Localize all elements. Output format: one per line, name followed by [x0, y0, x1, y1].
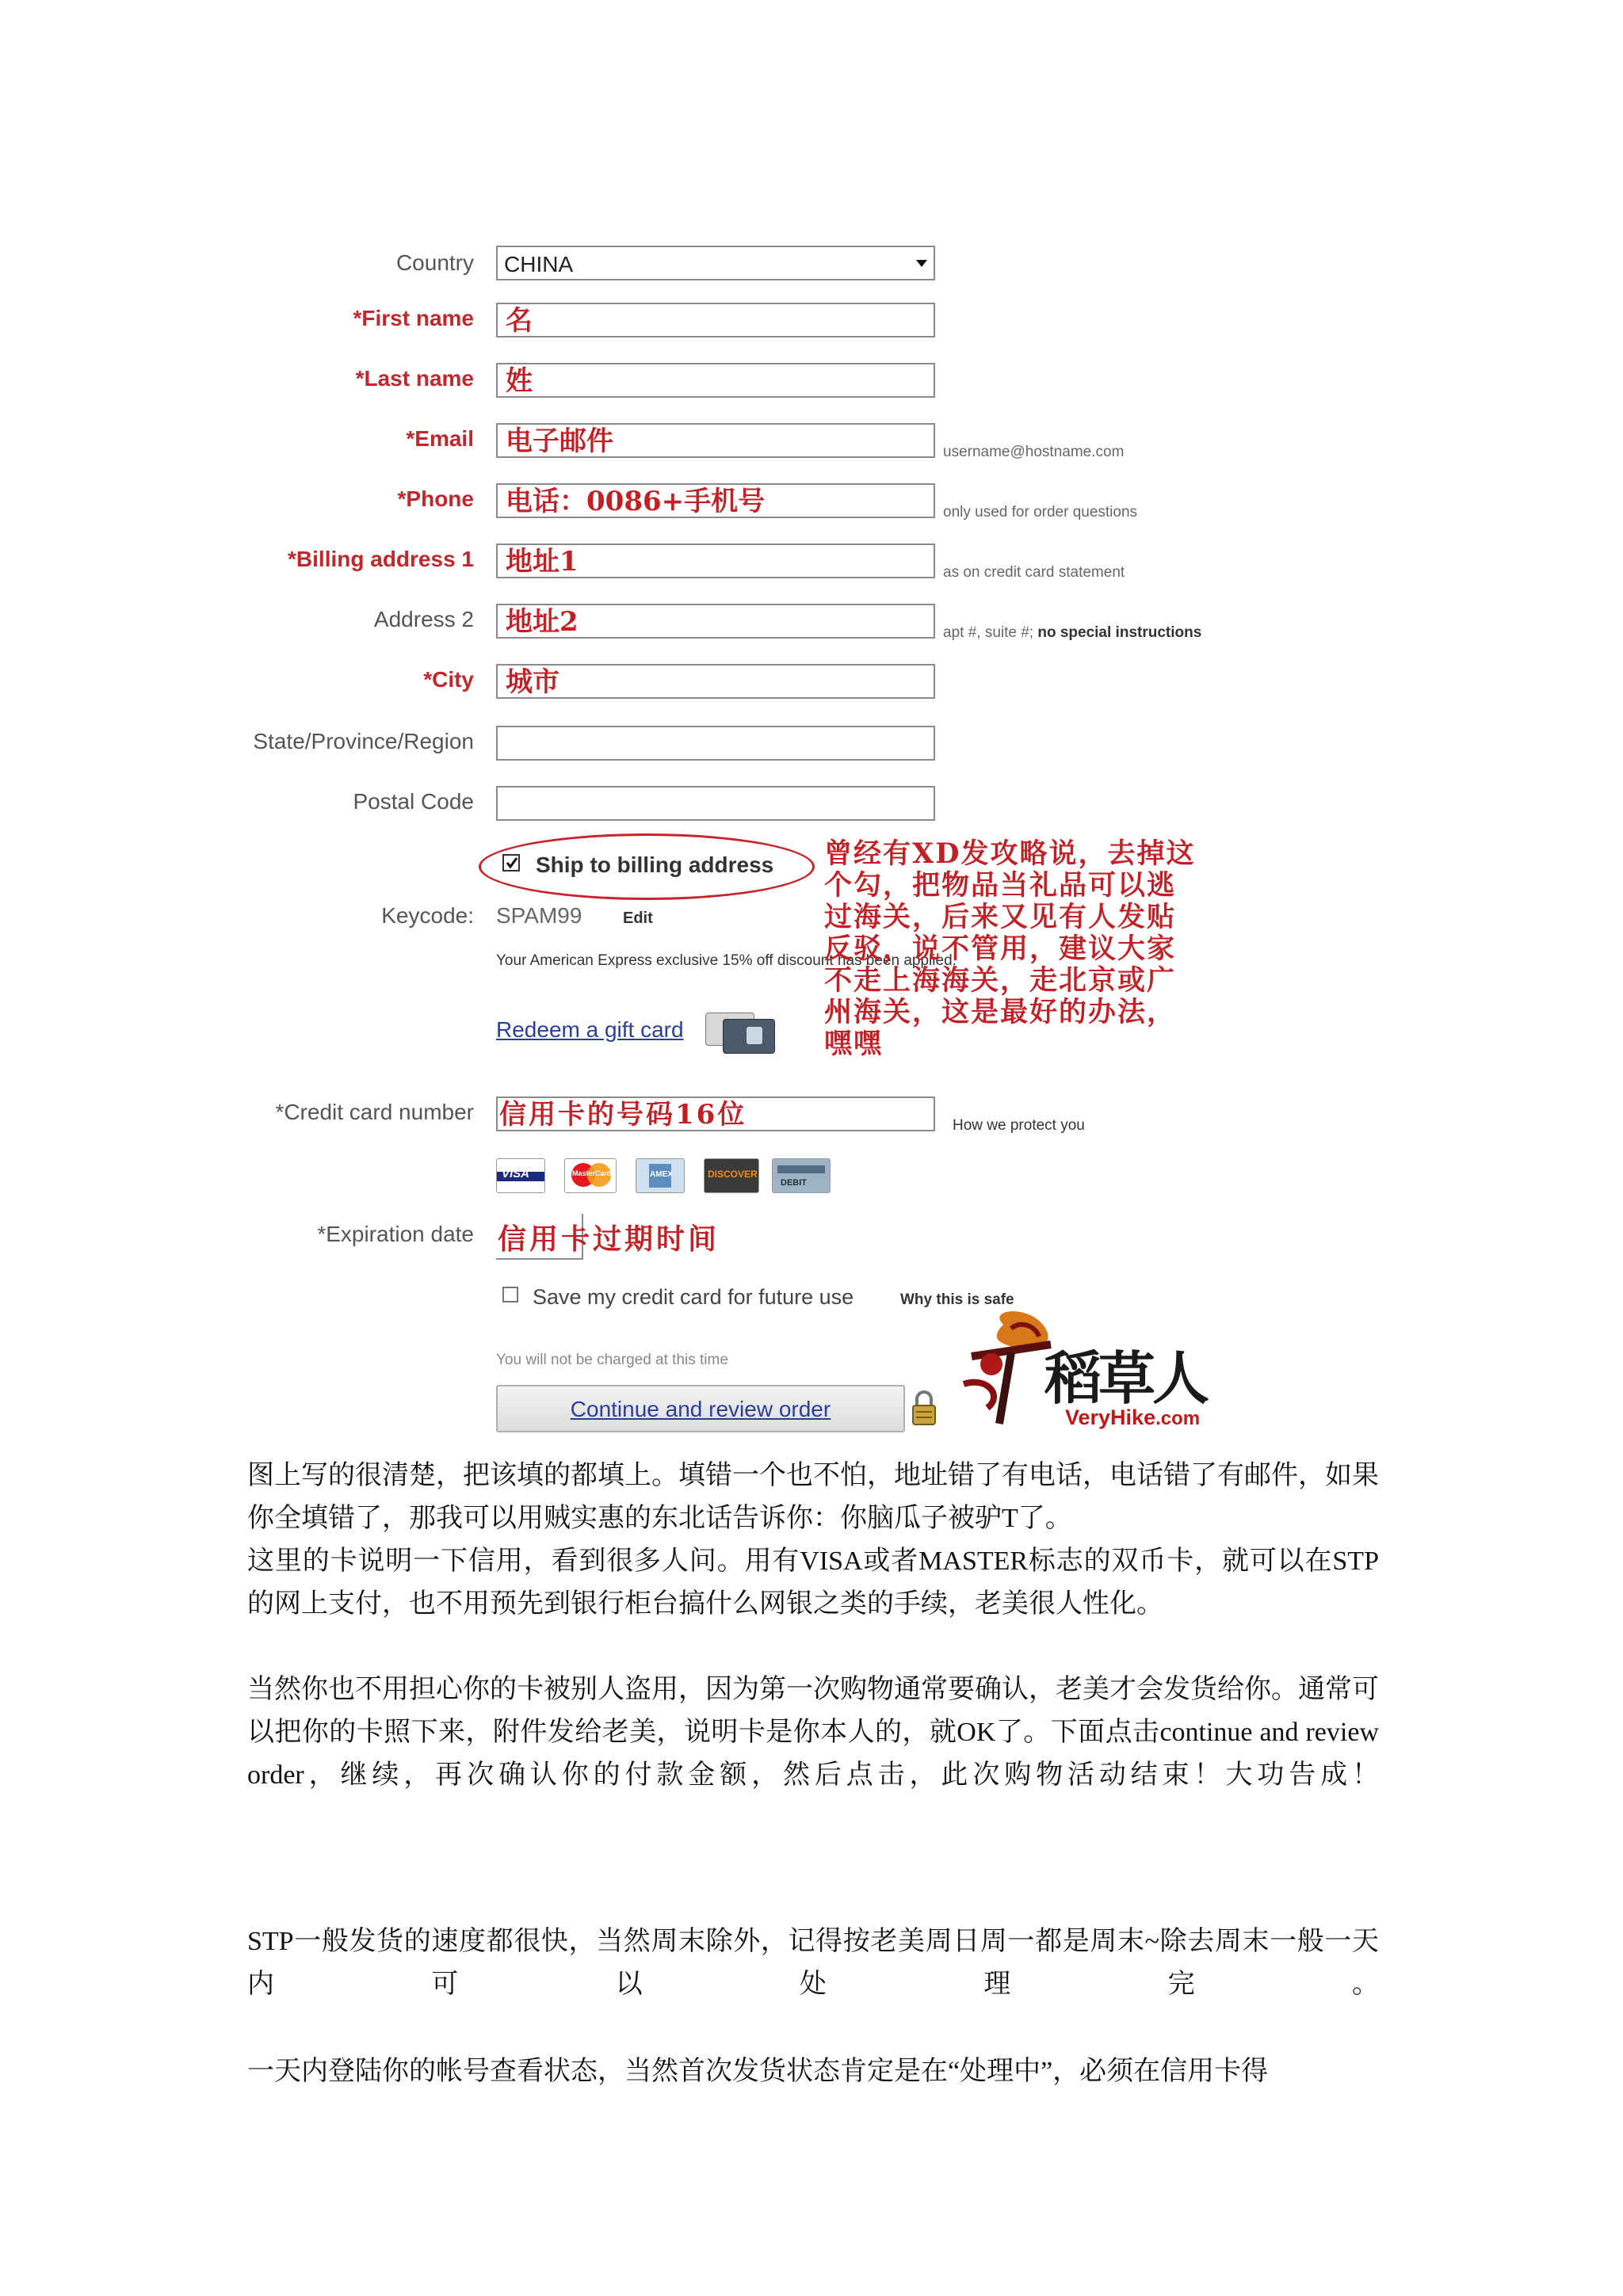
state-label: State/Province/Region — [253, 729, 474, 753]
expiration-label: *Expiration date — [317, 1222, 474, 1246]
logo-chinese-text: 稻草人 — [1044, 1344, 1207, 1412]
address-2-value: 地址2 — [506, 606, 579, 638]
why-safe-link[interactable]: Why this is safe — [900, 1291, 1014, 1308]
visa-icon: VISA — [496, 1158, 545, 1193]
expiration-value: 信用卡过期时间 — [498, 1222, 720, 1256]
redeem-gift-card-link[interactable]: Redeem a gift card — [496, 1017, 684, 1042]
continue-review-button[interactable]: Continue and review order — [496, 1385, 905, 1432]
address-2-label: Address 2 — [373, 607, 474, 631]
paragraph-2: 这里的卡说明一下信用，看到很多人问。用有VISA或者MASTER标志的双币卡，就可以在STP的网上支付，也不用预先到银行柜台搞什么网银之类的手续，老美很人性化。 — [247, 1547, 1379, 1619]
phone-label: *Phone — [397, 486, 474, 511]
handwritten-annotation: 曾经有XD发攻略说，去掉这个勾，把物品当礼品可以逃过海关，后来又见有人发贴反驳，说不管用，建议大家不走上海海关，走北京或广州海关，这是最好的办法，嘿嘿 — [824, 837, 1196, 1060]
discover-icon: DISCOVER — [704, 1158, 759, 1193]
save-card-label[interactable]: Save my credit card for future use — [533, 1285, 854, 1309]
email-hint: username@hostname.com — [943, 444, 1125, 460]
email-label: *Email — [406, 426, 474, 451]
city-input[interactable] — [496, 664, 935, 699]
country-select[interactable] — [496, 246, 935, 280]
mastercard-icon: MasterCard — [564, 1158, 617, 1193]
billing-address-1-value: 地址1 — [506, 546, 579, 578]
credit-card-value: 信用卡的号码16位 — [499, 1099, 747, 1131]
last-name-input[interactable] — [496, 363, 935, 398]
save-card-checkbox[interactable] — [502, 1287, 518, 1302]
gift-card-icon — [705, 1008, 778, 1054]
amex-icon: AMEX — [636, 1158, 685, 1193]
paragraph-4: STP一般发货的速度都很快，当然周末除外，记得按老美周日周一都是周末~除去周末一般一天内可以处理完。 — [247, 1927, 1379, 1999]
debit-card-icon: DEBIT — [772, 1158, 831, 1193]
last-name-value: 姓 — [506, 365, 533, 397]
country-value: CHINA — [504, 252, 574, 277]
billing-address-1-hint: as on credit card statement — [943, 564, 1125, 581]
city-value: 城市 — [506, 666, 559, 698]
ship-to-billing-checkbox[interactable] — [502, 854, 520, 871]
phone-hint: only used for order questions — [943, 504, 1138, 521]
ship-to-billing-label[interactable]: Ship to billing address — [536, 852, 774, 877]
veryhike-logo — [956, 1309, 1225, 1436]
first-name-value: 名 — [506, 305, 533, 337]
billing-address-1-label: *Billing address 1 — [288, 547, 474, 571]
protect-you-link[interactable]: How we protect you — [953, 1117, 1085, 1134]
paragraph-3: 当然你也不用担心你的卡被别人盗用，因为第一次购物通常要确认，老美才会发货给你。通常可以把你的卡照下来，附件发给老美，说明卡是你本人的，就OK了。下面点击continue and review order，继续，再次确认你的付款金额，然后点击，此次购物活动结束！大功告成！ — [247, 1675, 1379, 1790]
logo-url-text: VeryHike.com — [1065, 1405, 1201, 1429]
first-name-label: *First name — [353, 306, 474, 330]
email-input[interactable] — [496, 423, 935, 458]
amex-discount-note: Your American Express exclusive 15% off discount has been applied. — [496, 952, 957, 969]
address-2-hint: apt #, suite #; no special instructions — [943, 624, 1202, 641]
keycode-edit-link[interactable]: Edit — [623, 910, 653, 927]
credit-card-label: *Credit card number — [275, 1100, 474, 1124]
chevron-down-icon — [916, 260, 927, 268]
first-name-input[interactable] — [496, 303, 935, 338]
postal-code-input[interactable] — [496, 786, 935, 821]
lock-icon — [910, 1388, 938, 1428]
state-input[interactable] — [496, 726, 935, 761]
email-value: 电子邮件 — [506, 425, 613, 457]
billing-address-1-input[interactable] — [496, 543, 935, 578]
phone-input[interactable] — [496, 483, 935, 518]
keycode-value: SPAM99 — [496, 903, 582, 928]
last-name-label: *Last name — [355, 366, 474, 391]
paragraph-1: 图上写的很清楚，把该填的都填上。填错一个也不怕，地址错了有电话，电话错了有邮件，如果你全填错了，那我可以用贼实惠的东北话告诉你：你脑瓜子被驴T了。 — [247, 1461, 1379, 1533]
credit-card-input[interactable] — [496, 1097, 935, 1131]
paragraph-5: 一天内登陆你的帐号查看状态，当然首次发货状态肯定是在“处理中”，必须在信用卡得 — [247, 2057, 1269, 2086]
country-label: Country — [395, 250, 474, 275]
not-charged-note: You will not be charged at this time — [496, 1352, 728, 1368]
city-label: *City — [423, 667, 474, 692]
keycode-label: Keycode: — [381, 903, 474, 928]
address-2-input[interactable] — [496, 604, 935, 639]
postal-code-label: Postal Code — [353, 789, 474, 814]
phone-value: 电话：0086+手机号 — [506, 486, 766, 517]
check-icon — [505, 856, 519, 870]
